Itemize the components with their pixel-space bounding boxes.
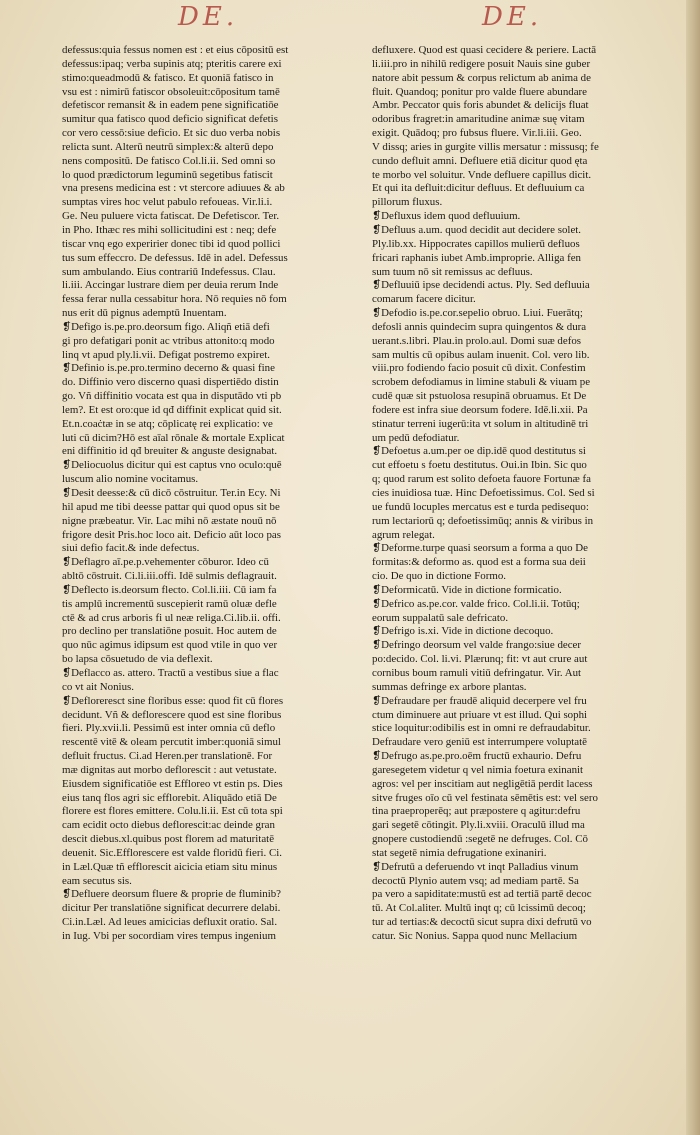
text-line: exigit. Quādoq; pro fubsus fluere. Vir.li.iii. Geo.	[372, 127, 582, 140]
text-line: catur. Sic Nonius. Sappa quod nunc Mellacium	[372, 930, 578, 942]
text-line: mæ dignitas aut morbo deflorescit : aut vetustate.	[62, 763, 277, 776]
text-line: eius tanq flos agri sic efflorebit. Aliquādo etiā De	[62, 791, 277, 804]
text-line: ❡Defodio is.pe.cor.sepelio obruo. Liui. Fuerātq;	[372, 307, 583, 320]
text-line: gnopere custodiendū :segetē ne defruges. Col. Cō	[372, 833, 588, 846]
text-line: defluxere. Quod est quasi cecidere & periere. Lactā	[372, 44, 597, 56]
text-line: gi pro defatigari ponit ac vtribus attonito:q modo	[62, 334, 275, 347]
text-line: viii.pro fodiendo facio posuit cū dixit. Confestim	[372, 362, 586, 375]
text-line: nigne præbeatur. Vir. Lac mihi nō æstate nouū nō	[62, 514, 277, 527]
text-line: fieri. Ply.xvii.li. Pessimū est inter omnia cū deflo	[62, 722, 276, 735]
text-line: natore abit pessum & corpus relictum ab anima de	[372, 71, 591, 84]
text-line: ❡Defluxus idem quod defluuium.	[372, 210, 521, 223]
text-line: cornibus boum ramuli vitiū defringatur. Vir. Aut	[372, 666, 582, 679]
text-line: fricari raphanis iubet Amb.improprie. Alliga fen	[372, 251, 581, 264]
text-line: in Iug. Vbi per socordiam vires tempus ingenium	[62, 930, 276, 942]
text-line: ❡Defraudare per fraudē aliquid decerpere vel fru	[372, 694, 587, 707]
text-line: ❡Deformicatū. Vide in dictione formicatio.	[372, 583, 562, 596]
text-line: defluit fructus. Ci.ad Heren.per translationē. For	[62, 750, 273, 763]
text-line: ❡Defringo deorsum vel valde frango:siue decer	[372, 639, 582, 652]
text-line: ❡Defrugo as.pe.pro.oēm fructū exhaurio. Defru	[372, 750, 582, 763]
text-column-right	[372, 44, 658, 944]
text-line: defosli annis quindecim supra quingentos & dura	[372, 320, 587, 333]
text-line: cies inuidiosa tuæ. Hinc Defoetissimus. Col. Sed si	[372, 487, 595, 499]
text-line: relicta sunt. Alterū neutrū simplex:& alterū depo	[62, 140, 274, 153]
text-line: hil apud me tibi deesse pattar qui quod opus sit be	[62, 500, 280, 513]
text-line: agros: vel per inscitiam aut negligētiā perdit lacess	[372, 777, 593, 790]
text-line: um pedū defodiatur.	[372, 431, 460, 444]
text-line: ❡Defluus a.um. quod decidit aut decidere solet.	[372, 223, 582, 236]
text-line: go. Vñ diffinitio vocata est qua in disputādo vti pb	[62, 390, 282, 403]
text-line: tū. At Col.aliter. Multū inqt q; cū lcissimū decoq;	[372, 902, 586, 915]
text-line: sam multis cū opibus aulam inuenit. Col. vero lib.	[372, 348, 590, 361]
text-line: tis amplū incrementū suscepierit ramū oluæ defle	[62, 597, 277, 610]
page-gutter	[686, 0, 700, 1135]
text-line: eam secutus sis.	[62, 874, 132, 887]
text-line: comarum facere dicitur.	[372, 293, 476, 306]
text-line: cio. De quo in dictione Formo.	[372, 570, 506, 583]
text-line: descit diebus.xl.quibus post florem ad maturitatē	[62, 833, 275, 846]
text-line: rum lectariorū q; defoetissimūq; annis & viribus in	[372, 514, 594, 527]
text-line: agrum relegat.	[372, 528, 435, 541]
text-line: tus sum effeccro. De defessus. Idē in adel. Defessus	[62, 251, 288, 264]
text-line: te morbo vel soluitur. Vnde defluere capillus dicit.	[372, 168, 592, 181]
text-line: V dissq; aries in gurgite villis mersatur : missusq; fe	[372, 140, 599, 153]
text-line: abltō cōstruit. Ci.li.iii.offi. Idē sulmis deflagrauit.	[62, 570, 277, 583]
text-line: pillorum fluxus.	[372, 196, 443, 209]
text-line: in Læl.Quæ tñ efflorescit aicicia etiam situ minus	[62, 860, 278, 873]
text-line: linq vt apud ply.li.vii. Defigat postremo expiret.	[62, 348, 270, 361]
text-line: ❡Defrigo is.xi. Vide in dictione decoquo.	[372, 625, 554, 638]
text-line: tur ad tertias:& decoctū sicut supra dixi defrutū vo	[372, 916, 592, 929]
text-line: lo quod prædictorum leguminū segetibus fatiscit	[62, 168, 273, 181]
text-line: do. Diffinio vero discerno quasi dispertiēdo distin	[62, 376, 279, 389]
text-line: ❡Definio is.pe.pro.termino decerno & quasi fine	[62, 362, 275, 375]
text-line: luti cū dicim?Hō est aīal rōnale & mortale Explicat	[62, 431, 285, 444]
text-line: cor vero cessō:siue deficio. Et sic duo verba nobis	[62, 127, 281, 140]
text-line: ❡Defluuiū ipse decidendi actus. Ply. Sed defluuia	[372, 279, 590, 292]
text-line: fodere est infra siue deorsum fodere. Idē.li.xii. Pa	[372, 403, 588, 416]
text-line: quo nūc agimus idipsum est quod vtile in quo ver	[62, 639, 278, 652]
text-line: cut effoetu s foetu destitutus. Oui.in Ibin. Sic quo	[372, 459, 587, 472]
text-line: cam ecidit octo diebus deflorescit:ac deinde gran	[62, 819, 275, 832]
text-line: rescentē vitē & oleam percutit imber:quoniā simul	[62, 736, 281, 749]
text-line: Ge. Neu puluere victa fatiscat. De Defetiscor. Ter.	[62, 210, 280, 223]
text-line: frigore desit Pris.hoc loco ait. Deficio aūt loco pas	[62, 528, 281, 541]
text-line: ue fundū locuples mercatus est e turda pedisequo:	[372, 500, 589, 513]
text-line: deuenit. Sic.Efflorescere est valde floridū fieri. Ci.	[62, 846, 282, 859]
text-line: defessus:quia fessus nomen est : et eius cōpositū est	[62, 44, 289, 56]
text-line: defessus:ipaq; verba supinis atq; pteritis carere exi	[62, 57, 282, 70]
text-line: pro declino per translatiōne posuit. Hoc autem de	[62, 625, 277, 638]
text-line: ❡Deflacco as. attero. Tractū a vestibus siue a flac	[62, 666, 279, 679]
text-line: odoribus fragret:in amaritudine animæ suę vitam	[372, 113, 585, 126]
text-line: decidunt. Vñ & deflorescere quod est sine floribus	[62, 708, 282, 721]
text-line: eni diffinitio id qđ breuiter & anguste designabat.	[62, 445, 278, 458]
text-line: stinatur terreni iugerū:ita vt solum in altitudinē tri	[372, 417, 589, 430]
running-header-left: DE.	[178, 2, 239, 32]
text-line: bo lapsa cōsuetudo de via deflexit.	[62, 653, 213, 666]
text-line: summas defringe ex arbore plantas.	[372, 680, 527, 693]
text-line: ❡Defrico as.pe.cor. valde frico. Col.li.ii. Totūq;	[372, 597, 580, 610]
text-line: in Pho. Ithæc res mihi sollicitudini est : neq; defe	[62, 223, 277, 236]
text-line: Eiusdem significatiōe est Effloreo vt estin ps. Dies	[62, 777, 283, 790]
text-line: cudē quæ sit pstuolosa resupinā obruamus. Et De	[372, 390, 587, 403]
text-line: ctum diminuere aut priuare vt est illud. Qui sophi	[372, 708, 588, 721]
text-line: fluit. Quandoq; ponitur pro valde fluere abundare	[372, 85, 588, 98]
text-line: Et qui ita defluit:dicitur defluus. Et defluuium ca	[372, 182, 585, 195]
text-line: decoctū Plynio autem vsq; ad mediam partē. Sa	[372, 874, 579, 887]
text-line: Et.n.coaċtæ in se atq; cōplicatę rei explicatio: ve	[62, 417, 273, 430]
text-line: sum ambulando. Eius contrariū Indefessus. Clau.	[62, 265, 276, 278]
text-line: vsu est : nimirū fatiscor obsoleuit:cōpositum tamē	[62, 85, 280, 98]
text-line: stat segetē nimia defrugatione exinaniri.	[372, 846, 547, 859]
text-line: ❡Defigo is.pe.pro.deorsum figo. Aliqñ etiā defi	[62, 320, 270, 333]
text-line: ❡Deliocuolus dicitur qui est captus vno oculo:quē	[62, 459, 282, 472]
text-line: ❡Defloreresct sine floribus esse: quod fit cū flores	[62, 694, 284, 707]
text-line: garesegetem videtur q vel nimia foetura exinanit	[372, 763, 584, 776]
text-line: sumitur qua fatisco quod deficio significat defetis	[62, 113, 278, 126]
text-line: sum tuum nō sit remissus ac defluus.	[372, 265, 533, 278]
text-line: tina praeproperēq; aut præpostere q agitur:defru	[372, 805, 581, 818]
text-line: ❡Deflecto is.deorsum flecto. Col.li.iii. Cū iam fa	[62, 583, 277, 596]
text-line: stimo:queadmodū & fatisco. Et quoniā fatisco in	[62, 71, 274, 84]
text-line: nus erit dū pignus ademptū Inuentam.	[62, 307, 227, 320]
text-line: luscum alio nomine vocitamus.	[62, 473, 199, 486]
text-line: Ambr. Peccator quis foris abundet & delicijs fluat	[372, 99, 589, 112]
text-line: ❡Defluere deorsum fluere & proprie de fluminib?	[62, 888, 281, 901]
text-line: fessa ferar nulla cessabitur hora. Nō requies nō fom	[62, 293, 287, 306]
text-line: ❡Deflagro aī.pe.p.vehementer cōburor. Ideo cū	[62, 556, 269, 569]
text-line: nens compositū. De fatisco Col.li.ii. Sed omni so	[62, 154, 276, 167]
text-line: li.iii. Accingar lustrare diem per deuia rerum Inde	[62, 279, 279, 292]
text-line: uerant.s.libri. Plau.in prolo.aul. Domi suæ defos	[372, 334, 582, 347]
text-line: ctē & ad crus arboris fi ul neæ religa.Ci.lib.ii. offi.	[62, 611, 281, 624]
text-line: Ci.in.Læl. Ad leues amicicias defluxit oratio. Sal.	[62, 916, 278, 929]
text-line: florere est flores emittere. Colu.li.ii. Est cū tota spi	[62, 805, 283, 818]
text-line: vna presens medicina est : vt stercore adiuues & ab	[62, 182, 285, 195]
text-line: sumptas vires hoc velut pabulo refoueas. Vir.li.i.	[62, 196, 273, 209]
text-line: gari segetē cōtingit. Ply.li.xviii. Oraculū illud ma	[372, 819, 585, 832]
text-line: scrobem defodiamus in limine stabuli & viuam pe	[372, 376, 591, 389]
text-line: po:decido. Col. li.vi. Plærunq; fit: vt aut crure aut	[372, 653, 588, 666]
text-line: li.iii.pro in nihilū redigere posuit Nauis sine guber	[372, 57, 591, 70]
text-column-left	[62, 44, 348, 944]
running-header-right: DE.	[482, 2, 543, 32]
text-line: Ply.lib.xx. Hippocrates capillos mulierū defluos	[372, 237, 580, 250]
text-line: q; quod rarum est solito defoeta fauore Fortunæ fa	[372, 473, 591, 486]
text-line: Defraudare vero geniū est interrumpere voluptatē	[372, 736, 587, 749]
text-line: cundo defluit amni. Defluere etiā dicitur quod ęta	[372, 154, 588, 167]
text-line: defetiscor remansit & in eadem pene significatiōe	[62, 99, 279, 112]
text-line: co vt ait Nonius.	[62, 680, 134, 693]
text-line: tiscar vnq ego experirier donec tibi id quod pollici	[62, 237, 281, 250]
text-line: lem?. Et est oro:que id qđ diffinit explicat quid sit.	[62, 403, 282, 416]
text-line: formitas:& deformo as. quod est a forma sua deii	[372, 556, 586, 569]
text-line: stice loquitur:odibilis est in omni re defraudabitur.	[372, 722, 591, 735]
text-line: ❡Deforme.turpe quasi seorsum a forma a quo De	[372, 542, 588, 555]
text-line: dicitur Per translatiōne significat decurrere delabi.	[62, 902, 281, 915]
text-line: sitve fruges oīo cū vel festinata sēmētis est: vel sero	[372, 791, 598, 804]
text-line: ❡Defoetus a.um.per oe dip.idē quod destitutus si	[372, 445, 586, 458]
text-line: ❡Defrutū a deferuendo vt inqt Palladius vinum	[372, 860, 579, 873]
text-line: eorum suppalatū sale defricato.	[372, 611, 509, 624]
text-line: ❡Desit deesse:& cū dicō cōstruitur. Ter.in Ecy. Ni	[62, 487, 281, 499]
text-line: siui defio facit.& inde defectus.	[62, 542, 200, 555]
text-line: pa vero a sapiditate:mustū est ad tertiā partē decoc	[372, 888, 592, 901]
